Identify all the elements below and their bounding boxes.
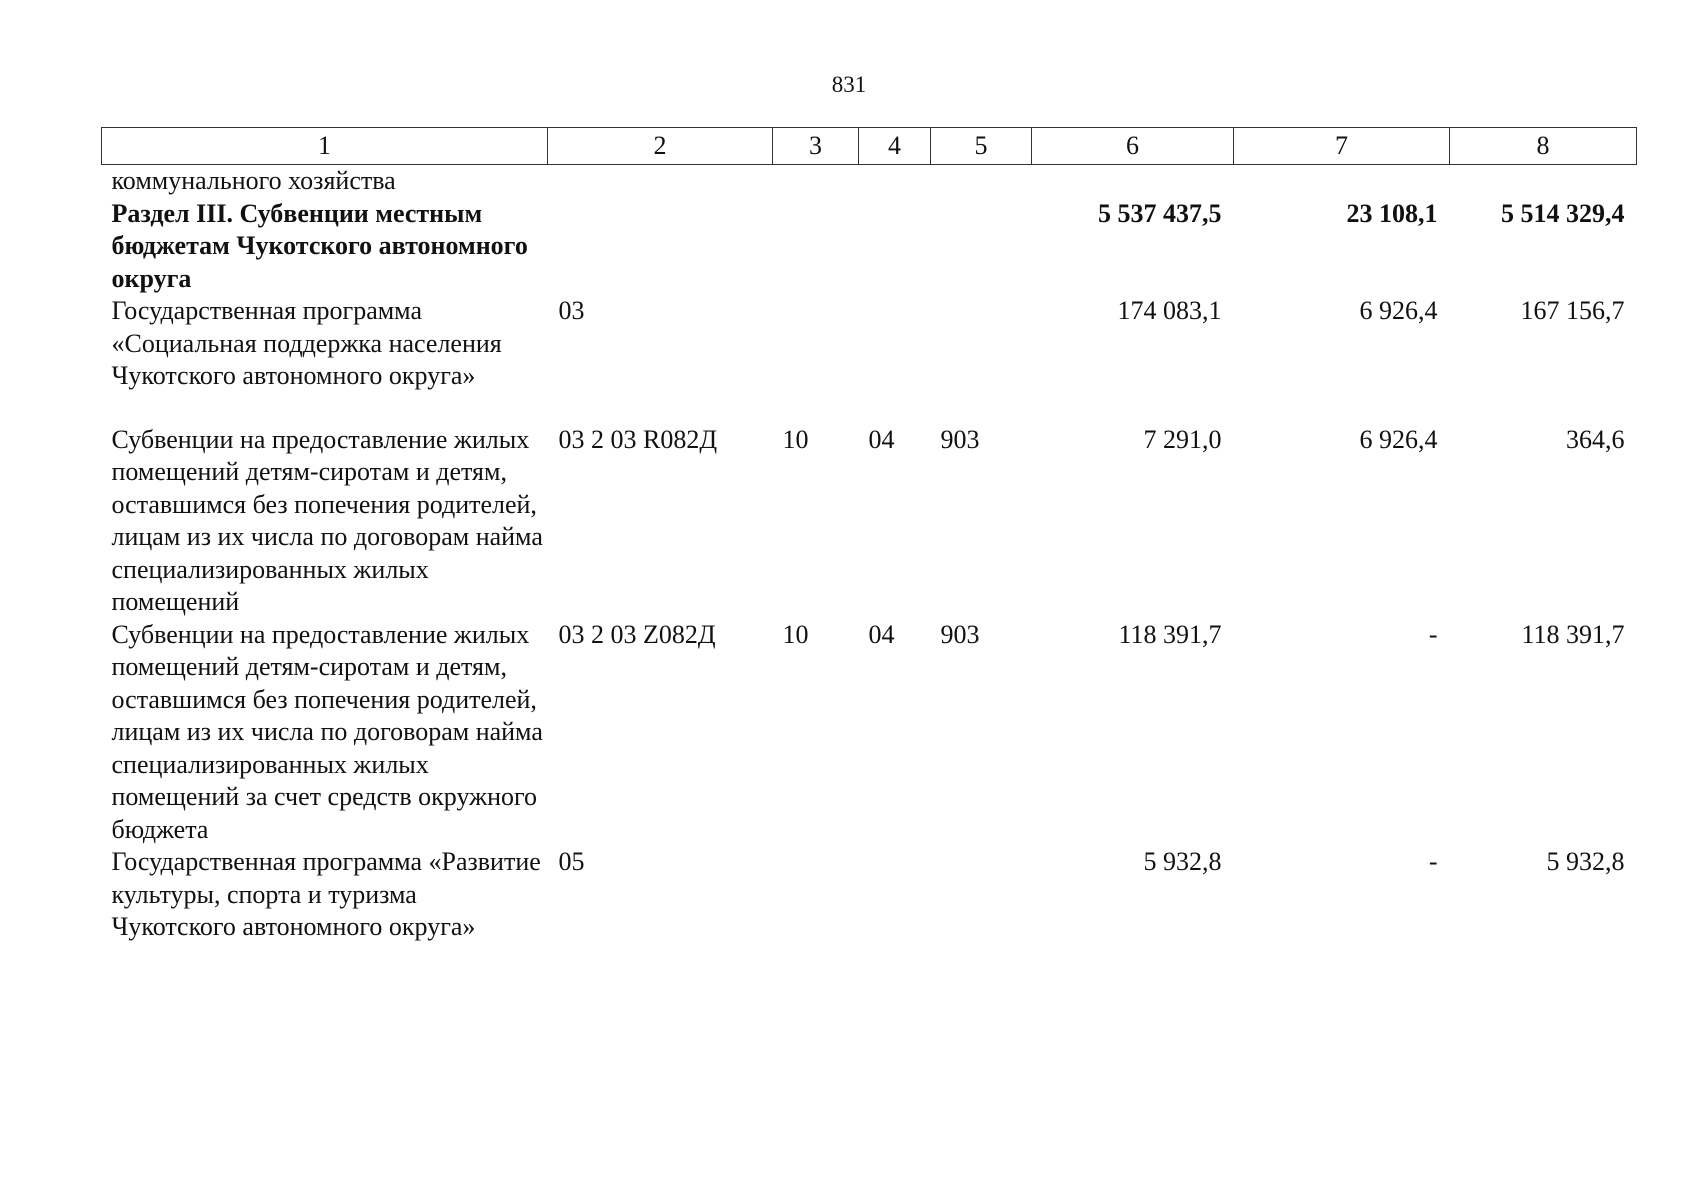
row-col6: 5 537 437,5 (1098, 198, 1222, 228)
row-col5: 903 (940, 619, 980, 649)
row-code (548, 198, 773, 296)
column-header-7: 7 (1234, 128, 1450, 165)
row-col8: 5 514 329,4 (1501, 198, 1625, 228)
row-col5 (931, 198, 1032, 296)
row-col5 (931, 165, 1032, 198)
page-number: 831 (831, 72, 867, 97)
row-code: 05 (558, 847, 585, 876)
table-row-section-total (102, 198, 1637, 296)
row-name: Субвенции на предоставление жилых помещений детям-сиротам и детям, оставшимся без попечения родителей, лицам из их числа по договорам найма специализированных жилых помещений за счет средств окружного бюджета (111, 619, 543, 844)
header-row (102, 128, 1637, 165)
table-row (102, 846, 1637, 944)
column-header-4: 4 (859, 128, 931, 165)
row-code: 03 (558, 296, 585, 325)
row-col7: 6 926,4 (1359, 296, 1438, 325)
row-col8: 364,6 (1566, 424, 1625, 454)
table-row (102, 619, 1637, 847)
row-col4: 04 (868, 424, 895, 454)
table-body (102, 165, 1637, 944)
column-header-1: 1 (102, 128, 548, 165)
row-col8: 167 156,7 (1520, 296, 1625, 325)
row-col4 (859, 295, 931, 424)
row-col3 (773, 295, 859, 424)
row-col7: - (1428, 619, 1438, 649)
table-row (102, 424, 1637, 619)
row-col5: 903 (940, 424, 980, 454)
row-name: Раздел III. Субвенции местным бюджетам Чукотского автономного округа (111, 198, 528, 293)
row-col7: - (1428, 847, 1438, 876)
column-header-5: 5 (931, 128, 1032, 165)
row-col7: 23 108,1 (1346, 198, 1438, 228)
column-header-8: 8 (1450, 128, 1637, 165)
row-col3: 10 (782, 619, 809, 649)
budget-table (101, 127, 1637, 944)
row-col8: 118 391,7 (1521, 619, 1625, 649)
column-header-6: 6 (1032, 128, 1234, 165)
row-col7 (1234, 165, 1450, 198)
row-col8 (1450, 165, 1637, 198)
row-name: Государственная программа «Развитие культуры, спорта и туризма Чукотского автономного округа» (111, 847, 541, 941)
row-col6: 174 083,1 (1117, 296, 1222, 325)
table-row (102, 165, 1637, 198)
table-header (102, 128, 1637, 165)
row-code: 03 2 03 R082Д (558, 424, 718, 454)
row-col4 (859, 198, 931, 296)
row-col5 (931, 295, 1032, 424)
row-col3 (773, 165, 859, 198)
row-col4 (859, 846, 931, 944)
row-name: Государственная программа «Социальная поддержка населения Чукотского автономного округа» (111, 296, 502, 390)
row-col6: 118 391,7 (1118, 619, 1222, 649)
row-col6: 7 291,0 (1143, 424, 1222, 454)
table-row (102, 295, 1637, 424)
row-col5 (931, 846, 1032, 944)
row-name: коммунального хозяйства (111, 166, 396, 195)
row-code (548, 165, 773, 198)
row-col4: 04 (868, 619, 895, 649)
row-col6 (1032, 165, 1234, 198)
row-col3 (773, 846, 859, 944)
row-col3: 10 (782, 424, 809, 454)
row-col8: 5 932,8 (1546, 847, 1625, 876)
row-col3 (773, 198, 859, 296)
row-col6: 5 932,8 (1143, 847, 1222, 876)
row-col7: 6 926,4 (1359, 424, 1438, 454)
row-col4 (859, 165, 931, 198)
column-header-3: 3 (773, 128, 859, 165)
column-header-2: 2 (548, 128, 773, 165)
row-code: 03 2 03 Z082Д (558, 619, 716, 649)
row-name: Субвенции на предоставление жилых помещений детям-сиротам и детям, оставшимся без попечения родителей, лицам из их числа по договорам найма специализированных жилых помещений (111, 424, 543, 616)
